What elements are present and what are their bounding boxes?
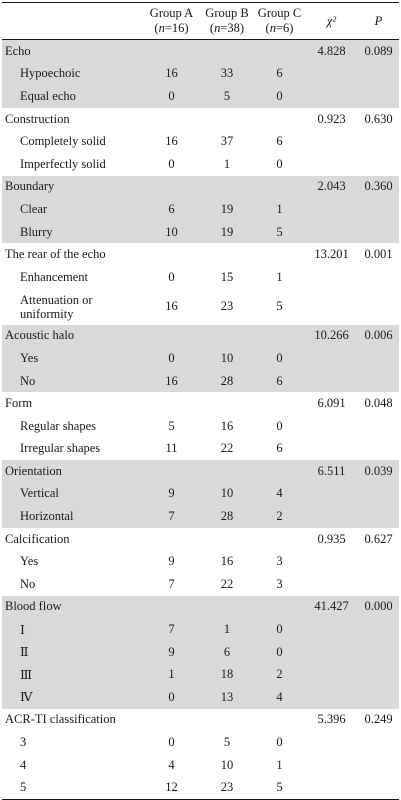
header-group-a: Group A (n=16) xyxy=(149,6,194,35)
row-label: Horizontal xyxy=(2,505,143,528)
row-label: Yes xyxy=(2,347,143,370)
table-row xyxy=(2,221,399,244)
category-label: Form xyxy=(5,396,33,411)
row-label: Irregular shapes xyxy=(20,441,101,456)
group-c-count: 0 xyxy=(276,735,283,750)
row-label: Attenuation or uniformity xyxy=(20,292,93,321)
table-row xyxy=(2,415,399,438)
category-empty-b xyxy=(200,596,254,619)
table-header xyxy=(2,3,399,40)
category-row xyxy=(2,243,399,266)
p-value-empty xyxy=(358,731,399,754)
category-empty-b xyxy=(200,40,254,63)
chi-square-value: 6.511 xyxy=(305,460,358,483)
chi-square-empty xyxy=(305,130,358,153)
header-group-b: Group B (n=38) xyxy=(205,6,249,35)
chi-square-value: 10.266 xyxy=(305,325,358,348)
p-value: 0.039 xyxy=(358,460,399,483)
group-c-count: 5 xyxy=(276,780,283,795)
category-row xyxy=(2,460,399,483)
group-a-count: 4 xyxy=(168,757,175,772)
group-b-count: 10 xyxy=(200,347,254,370)
group-a-count: 0 xyxy=(168,156,175,171)
table-row xyxy=(2,663,399,686)
table-row xyxy=(2,438,399,461)
group-c-count: 3 xyxy=(276,576,283,591)
table-row xyxy=(2,63,399,86)
chi-square-empty xyxy=(305,505,358,528)
group-b-count: 1 xyxy=(223,156,231,171)
group-b-count: 5 xyxy=(200,85,254,108)
chi-square-value: 0.923 xyxy=(317,111,346,126)
category-empty-a xyxy=(143,40,200,63)
group-b-count: 22 xyxy=(220,576,234,591)
group-a-count: 7 xyxy=(143,618,200,641)
chi-square-empty xyxy=(305,438,358,461)
category-label: Acoustic halo xyxy=(2,325,143,348)
chi-square-empty xyxy=(305,483,358,506)
category-empty-a xyxy=(143,108,200,131)
table-row xyxy=(2,483,399,506)
p-value-empty xyxy=(358,221,399,244)
category-label: Echo xyxy=(2,40,143,63)
category-label: Boundary xyxy=(2,176,143,199)
category-label: The rear of the echo xyxy=(5,247,106,262)
group-a-count: 16 xyxy=(143,370,200,393)
group-b-count: 16 xyxy=(220,418,234,433)
category-row xyxy=(2,392,399,415)
chi-square-value: 6.091 xyxy=(317,396,346,411)
group-c-count: 2 xyxy=(254,663,305,686)
p-value-empty xyxy=(358,438,399,461)
group-a-count: 12 xyxy=(165,780,178,795)
row-label: Hypoechoic xyxy=(2,63,143,86)
category-empty-c xyxy=(254,709,305,732)
chi-square-empty xyxy=(305,153,358,176)
group-a-count: 16 xyxy=(165,299,178,314)
row-label: 3 xyxy=(20,735,27,750)
group-b-count: 37 xyxy=(220,134,234,149)
table-row xyxy=(2,85,399,108)
group-b-count: 22 xyxy=(220,441,234,456)
table-row xyxy=(2,618,399,641)
chi-square-empty xyxy=(305,754,358,777)
category-empty-b xyxy=(200,528,254,551)
group-b-count: 19 xyxy=(200,221,254,244)
p-value-empty xyxy=(358,153,399,176)
group-b-count: 6 xyxy=(200,641,254,664)
row-label: Ⅳ xyxy=(2,686,143,709)
group-b-count: 10 xyxy=(220,757,234,772)
table-row xyxy=(2,641,399,664)
chi-square-value: 13.201 xyxy=(314,247,349,262)
category-empty-c xyxy=(254,528,305,551)
p-value-empty xyxy=(358,573,399,596)
group-b-count: 33 xyxy=(200,63,254,86)
chi-square-empty xyxy=(305,415,358,438)
header-blank xyxy=(2,3,143,40)
ultrasound-features-table xyxy=(2,2,399,800)
p-value-empty xyxy=(358,776,399,799)
category-row xyxy=(2,325,399,348)
table-row xyxy=(2,776,399,799)
p-value-empty xyxy=(358,198,399,221)
chi-square-empty xyxy=(305,266,358,289)
category-row xyxy=(2,596,399,619)
table-row xyxy=(2,686,399,709)
group-a-count: 16 xyxy=(165,134,178,149)
category-row xyxy=(2,709,399,732)
category-empty-b xyxy=(200,325,254,348)
group-a-count: 0 xyxy=(143,347,200,370)
group-a-count: 16 xyxy=(143,63,200,86)
group-a-count: 11 xyxy=(165,441,178,456)
group-c-count: 5 xyxy=(254,221,305,244)
chi-square-value: 5.396 xyxy=(317,712,346,727)
chi-square-empty xyxy=(305,370,358,393)
category-empty-b xyxy=(200,176,254,199)
category-empty-c xyxy=(254,108,305,131)
category-empty-c xyxy=(254,392,305,415)
category-empty-c xyxy=(254,40,305,63)
p-value: 0.089 xyxy=(358,40,399,63)
category-empty-a xyxy=(143,528,200,551)
p-value: 0.630 xyxy=(364,111,393,126)
category-empty-a xyxy=(143,460,200,483)
row-label: Completely solid xyxy=(20,134,106,149)
chi-square-value: 0.935 xyxy=(317,531,346,546)
p-value: 0.249 xyxy=(364,712,393,727)
chi-square-empty xyxy=(305,776,358,799)
group-a-count: 9 xyxy=(168,554,175,569)
group-a-count: 7 xyxy=(143,505,200,528)
row-label: Regular shapes xyxy=(20,418,97,433)
group-c-count: 0 xyxy=(276,418,283,433)
group-b-count: 28 xyxy=(200,370,254,393)
row-label: Ⅰ xyxy=(2,618,143,641)
group-a-count: 1 xyxy=(143,663,200,686)
group-c-count: 1 xyxy=(276,269,283,284)
row-label: Equal echo xyxy=(2,85,143,108)
group-a-count: 6 xyxy=(143,198,200,221)
p-value-empty xyxy=(358,505,399,528)
group-a-count: 0 xyxy=(168,269,175,284)
p-value-empty xyxy=(358,550,399,573)
chi-square-empty xyxy=(305,289,358,325)
category-empty-c xyxy=(254,596,305,619)
row-label: Vertical xyxy=(2,483,143,506)
group-b-count: 23 xyxy=(220,299,234,314)
chi-square-empty xyxy=(305,63,358,86)
p-value-empty xyxy=(358,415,399,438)
group-a-count: 0 xyxy=(143,686,200,709)
row-label: Yes xyxy=(20,554,39,569)
row-label: Clear xyxy=(2,198,143,221)
header-group-c: Group C (n=6) xyxy=(257,6,302,35)
category-empty-c xyxy=(254,325,305,348)
chi-square-empty xyxy=(305,85,358,108)
group-a-count: 0 xyxy=(143,85,200,108)
group-c-count: 1 xyxy=(276,757,283,772)
group-c-count: 0 xyxy=(254,641,305,664)
group-a-count: 5 xyxy=(168,418,175,433)
category-label: ACR-TI classification xyxy=(5,712,116,727)
table-row xyxy=(2,505,399,528)
p-value: 0.001 xyxy=(364,247,393,262)
group-b-count: 5 xyxy=(223,735,231,750)
chi-square-empty xyxy=(305,686,358,709)
group-b-count: 10 xyxy=(200,483,254,506)
category-empty-c xyxy=(254,460,305,483)
group-b-count: 13 xyxy=(200,686,254,709)
category-empty-c xyxy=(254,176,305,199)
table-row xyxy=(2,573,399,596)
category-label: Construction xyxy=(5,111,70,126)
p-value: 0.360 xyxy=(358,176,399,199)
header-p-value: P xyxy=(374,13,383,28)
category-empty-a xyxy=(143,709,200,732)
category-empty-b xyxy=(200,392,254,415)
p-value-empty xyxy=(358,63,399,86)
group-b-count: 28 xyxy=(200,505,254,528)
header-chi-square: χ² xyxy=(326,13,337,28)
group-b-count: 19 xyxy=(200,198,254,221)
p-value-empty xyxy=(358,663,399,686)
chi-square-value: 2.043 xyxy=(305,176,358,199)
p-value-empty xyxy=(358,85,399,108)
group-c-count: 2 xyxy=(254,505,305,528)
group-c-count: 6 xyxy=(254,63,305,86)
p-value-empty xyxy=(358,618,399,641)
p-value: 0.006 xyxy=(358,325,399,348)
group-c-count: 6 xyxy=(254,370,305,393)
p-value-empty xyxy=(358,347,399,370)
row-label: Ⅱ xyxy=(2,641,143,664)
category-empty-b xyxy=(200,709,254,732)
row-label: 4 xyxy=(20,757,27,772)
group-c-count: 6 xyxy=(276,134,283,149)
group-a-count: 7 xyxy=(168,576,175,591)
p-value-empty xyxy=(358,130,399,153)
chi-square-empty xyxy=(305,731,358,754)
table-row xyxy=(2,550,399,573)
category-label: Calcification xyxy=(5,531,70,546)
category-empty-b xyxy=(200,460,254,483)
group-c-count: 5 xyxy=(276,299,283,314)
category-empty-a xyxy=(143,325,200,348)
row-label: No xyxy=(2,370,143,393)
table-row xyxy=(2,130,399,153)
table-row xyxy=(2,289,399,325)
chi-square-value: 4.828 xyxy=(305,40,358,63)
category-empty-a xyxy=(143,392,200,415)
group-b-count: 18 xyxy=(200,663,254,686)
table-body xyxy=(2,40,399,800)
table-row xyxy=(2,754,399,777)
group-b-count: 15 xyxy=(220,269,234,284)
chi-square-empty xyxy=(305,198,358,221)
group-c-count: 3 xyxy=(276,554,283,569)
group-a-count: 9 xyxy=(143,483,200,506)
chi-square-empty xyxy=(305,573,358,596)
row-label: Imperfectly solid xyxy=(20,156,106,171)
p-value-empty xyxy=(358,289,399,325)
p-value-empty xyxy=(358,266,399,289)
p-value-empty xyxy=(358,754,399,777)
p-value-empty xyxy=(358,483,399,506)
group-c-count: 0 xyxy=(254,85,305,108)
chi-square-empty xyxy=(305,347,358,370)
category-empty-a xyxy=(143,243,200,266)
group-a-count: 9 xyxy=(143,641,200,664)
chi-square-empty xyxy=(305,663,358,686)
table-row xyxy=(2,153,399,176)
group-c-count: 0 xyxy=(254,618,305,641)
chi-square-empty xyxy=(305,550,358,573)
table-row xyxy=(2,347,399,370)
group-b-count: 1 xyxy=(200,618,254,641)
category-empty-b xyxy=(200,108,254,131)
row-label: Blurry xyxy=(2,221,143,244)
row-label: No xyxy=(20,576,36,591)
table-row xyxy=(2,731,399,754)
category-row xyxy=(2,176,399,199)
group-c-count: 6 xyxy=(276,441,283,456)
category-empty-b xyxy=(200,243,254,266)
p-value-empty xyxy=(358,370,399,393)
p-value: 0.627 xyxy=(364,531,393,546)
group-c-count: 0 xyxy=(254,347,305,370)
category-empty-a xyxy=(143,176,200,199)
p-value: 0.000 xyxy=(358,596,399,619)
category-label: Orientation xyxy=(2,460,143,483)
category-label: Blood flow xyxy=(2,596,143,619)
category-row xyxy=(2,108,399,131)
chi-square-empty xyxy=(305,618,358,641)
table-row xyxy=(2,198,399,221)
row-label: Enhancement xyxy=(20,269,89,284)
group-b-count: 23 xyxy=(220,780,234,795)
group-a-count: 10 xyxy=(143,221,200,244)
group-c-count: 0 xyxy=(276,156,283,171)
p-value: 0.048 xyxy=(364,396,393,411)
group-c-count: 4 xyxy=(254,686,305,709)
group-a-count: 0 xyxy=(168,735,175,750)
p-value-empty xyxy=(358,686,399,709)
group-b-count: 16 xyxy=(220,554,234,569)
category-row xyxy=(2,40,399,63)
row-label: 5 xyxy=(20,780,27,795)
chi-square-value: 41.427 xyxy=(305,596,358,619)
group-c-count: 4 xyxy=(254,483,305,506)
chi-square-empty xyxy=(305,641,358,664)
category-empty-a xyxy=(143,596,200,619)
category-row xyxy=(2,528,399,551)
row-label: Ⅲ xyxy=(2,663,143,686)
table-row xyxy=(2,370,399,393)
chi-square-empty xyxy=(305,221,358,244)
p-value-empty xyxy=(358,641,399,664)
category-empty-c xyxy=(254,243,305,266)
group-c-count: 1 xyxy=(254,198,305,221)
table-row xyxy=(2,266,399,289)
